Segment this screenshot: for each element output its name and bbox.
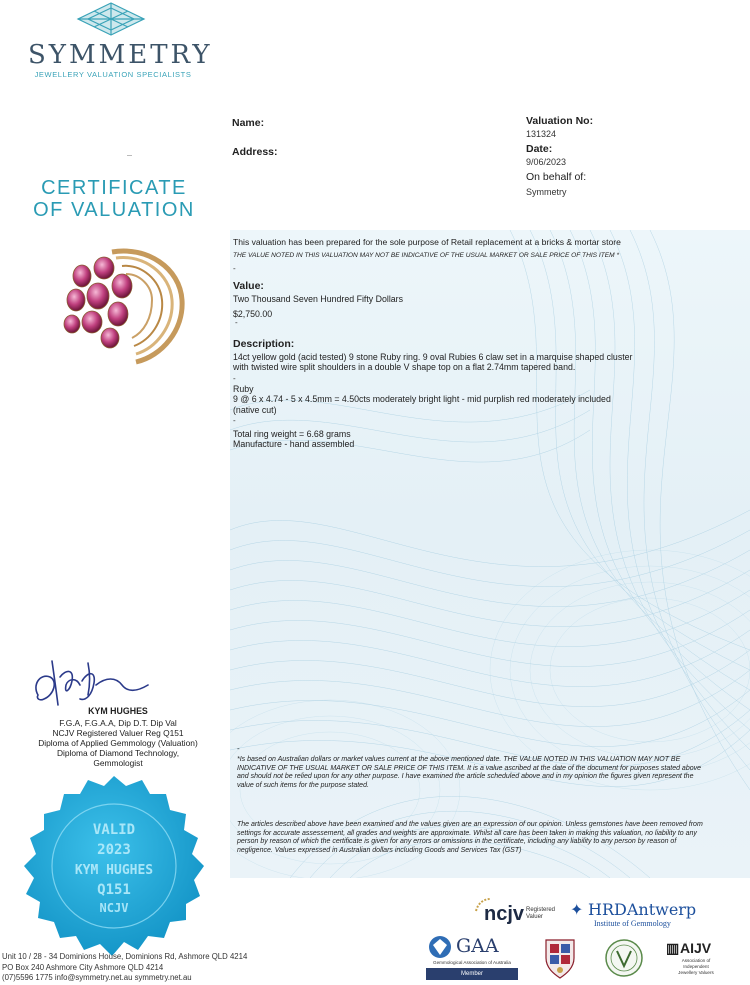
- signature-image: [30, 655, 160, 710]
- signer-name: KYM HUGHES: [88, 706, 148, 716]
- total-weight: Total ring weight = 6.68 grams: [233, 429, 351, 439]
- valuation-number-label: Valuation No:: [526, 115, 594, 127]
- brand-name: SYMMETRY: [28, 40, 213, 70]
- valuation-disclaimer-caps: THE VALUE NOTED IN THIS VALUATION MAY NOT BE INDICATIVE OF THE USUAL MARKET OR SALE PRICE OF THIS ITEM *: [233, 252, 620, 259]
- valuation-number: 131324: [526, 129, 557, 139]
- seal-text: Q151: [97, 882, 131, 898]
- ncjv-text: ncjv: [484, 903, 525, 925]
- hrd-text: HRDAntwerp: [588, 900, 697, 919]
- brand-tagline: JEWELLERY VALUATION SPECIALISTS: [34, 70, 192, 79]
- credential-line: Diploma of Applied Gemmology (Valuation): [38, 738, 198, 748]
- credential-line: F.G.A, F.G.A.A, Dip D.T. Dip Val: [59, 718, 177, 728]
- credential-line: NCJV Registered Valuer Reg Q151: [52, 728, 184, 738]
- aijv-sub: Independent: [683, 964, 709, 969]
- coat-of-arms-icon: [540, 934, 580, 980]
- gaa-logo: [426, 935, 518, 980]
- dash-mark: -: [237, 744, 240, 753]
- valuation-date: 9/06/2023: [526, 157, 567, 167]
- valuation-purpose: This valuation has been prepared for the sole purpose of Retail replacement at a bricks & mortar store: [233, 237, 621, 247]
- stone-detail-line2: (native cut): [233, 405, 277, 415]
- description-line1: 14ct yellow gold (acid tested) 9 stone Ruby ring. 9 oval Rubies 6 claw set in a marquise shaped cluster: [233, 352, 633, 362]
- liability-footnote: The articles described above have been examined and the values given are an expression of our opinion. Unless gemstones have been removed from settings for accurate assessement, all grades and weights are approximate. Whilst all care has been taken in making this valuation, no liability to any person by reason of which the certificate is given for any errors or omissions in the certificate, including any liability to any person by reason of negligence. Values expressed in Australian dollars including Goods and Services Tax (GST): [237, 821, 703, 854]
- company-address: [2, 952, 322, 984]
- aijv-logo: [666, 940, 728, 980]
- valuation-footnote: *Is based on Australian dollars or market values current at the above mentioned date. THE VALUE NOTED IN THIS VALUATION MAY NOT BE INDICATIVE OF THE USUAL MARKET OR SALE PRICE OF THIS ITEM. It is a value ascribed at the date of the document for purposes stated above and should not be relied upon for any other purpose. I have examined the article scheduled above and in my opinion the figures given represent the value of such items for the purpose stated.: [237, 756, 701, 789]
- aijv-sub: Association of: [681, 958, 711, 963]
- address-line: PO Box 240 Ashmore City Ashmore QLD 4214: [2, 962, 164, 972]
- ruby-ring-image: [52, 238, 192, 368]
- gaa-text: GAA: [456, 935, 499, 957]
- divider: [127, 155, 132, 156]
- on-behalf-label: On behalf of:: [526, 171, 587, 183]
- gaa-gem-icon: [428, 935, 452, 959]
- ncjv-sub: Valuer: [526, 914, 543, 920]
- signer-credentials: [0, 718, 236, 768]
- symmetry-logo-icon: [76, 2, 146, 36]
- valuer-v-seal-icon: [604, 938, 644, 978]
- on-behalf-value: Symmetry: [526, 187, 567, 197]
- aijv-sub: Jewellery Valuers: [678, 970, 714, 975]
- manufacture-note: Manufacture - hand assembled: [233, 439, 355, 449]
- ncjv-logo: [474, 895, 564, 929]
- certificate-title-line2: OF VALUATION: [33, 199, 195, 221]
- valuer-seal-stamp: [16, 772, 212, 962]
- dash-mark: -: [233, 264, 236, 273]
- date-label: Date:: [526, 143, 553, 155]
- certificate-title-line1: CERTIFICATE: [41, 177, 187, 199]
- value-amount: $2,750.00: [233, 309, 273, 319]
- hrd-antwerp-logo: [570, 898, 700, 930]
- dash-mark: -: [233, 374, 236, 383]
- seal-text: VALID: [92, 822, 136, 838]
- description-line2: with twisted wire split shoulders in a double V shape top on a flat 2.74mm tapered band.: [233, 362, 576, 372]
- aijv-text: AIJV: [680, 940, 712, 956]
- value-label: Value:: [233, 280, 264, 292]
- name-label: Name:: [232, 117, 265, 129]
- stone-title: Ruby: [233, 384, 254, 394]
- dash-mark: -: [235, 318, 238, 327]
- contact-line: (07)5596 1775 info@symmetry.net.au symmetry.net.au: [2, 973, 192, 982]
- seal-text: KYM HUGHES: [74, 863, 154, 878]
- hrd-star-icon: ✦: [570, 902, 584, 919]
- dash-mark: -: [233, 416, 236, 425]
- value-words: Two Thousand Seven Hundred Fifty Dollars: [233, 294, 403, 304]
- credential-line: Diploma of Diamond Technology,: [56, 748, 180, 758]
- ncjv-sub: Registered: [526, 907, 556, 913]
- stone-detail-line1: 9 @ 6 x 4.74 - 5 x 4.5mm = 4.50cts moderately bright light - mid purplish red moderately included: [233, 394, 611, 404]
- gaa-sub: Gemmological Association of Australia: [433, 960, 511, 965]
- seal-text: 2023: [97, 842, 131, 858]
- gaa-member-badge: Member: [426, 968, 518, 980]
- address-line: Unit 10 / 28 - 34 Dominions House, Dominions Rd, Ashmore QLD 4214: [2, 952, 248, 961]
- certificate-title: [14, 177, 214, 221]
- seal-text: NCJV: [99, 901, 129, 915]
- credential-line: Gemmologist: [93, 758, 143, 768]
- description-label: Description:: [233, 338, 295, 350]
- aijv-bars-icon: ▥: [666, 940, 680, 956]
- address-label: Address:: [232, 146, 278, 158]
- hrd-sub: Institute of Gemmology: [594, 919, 671, 928]
